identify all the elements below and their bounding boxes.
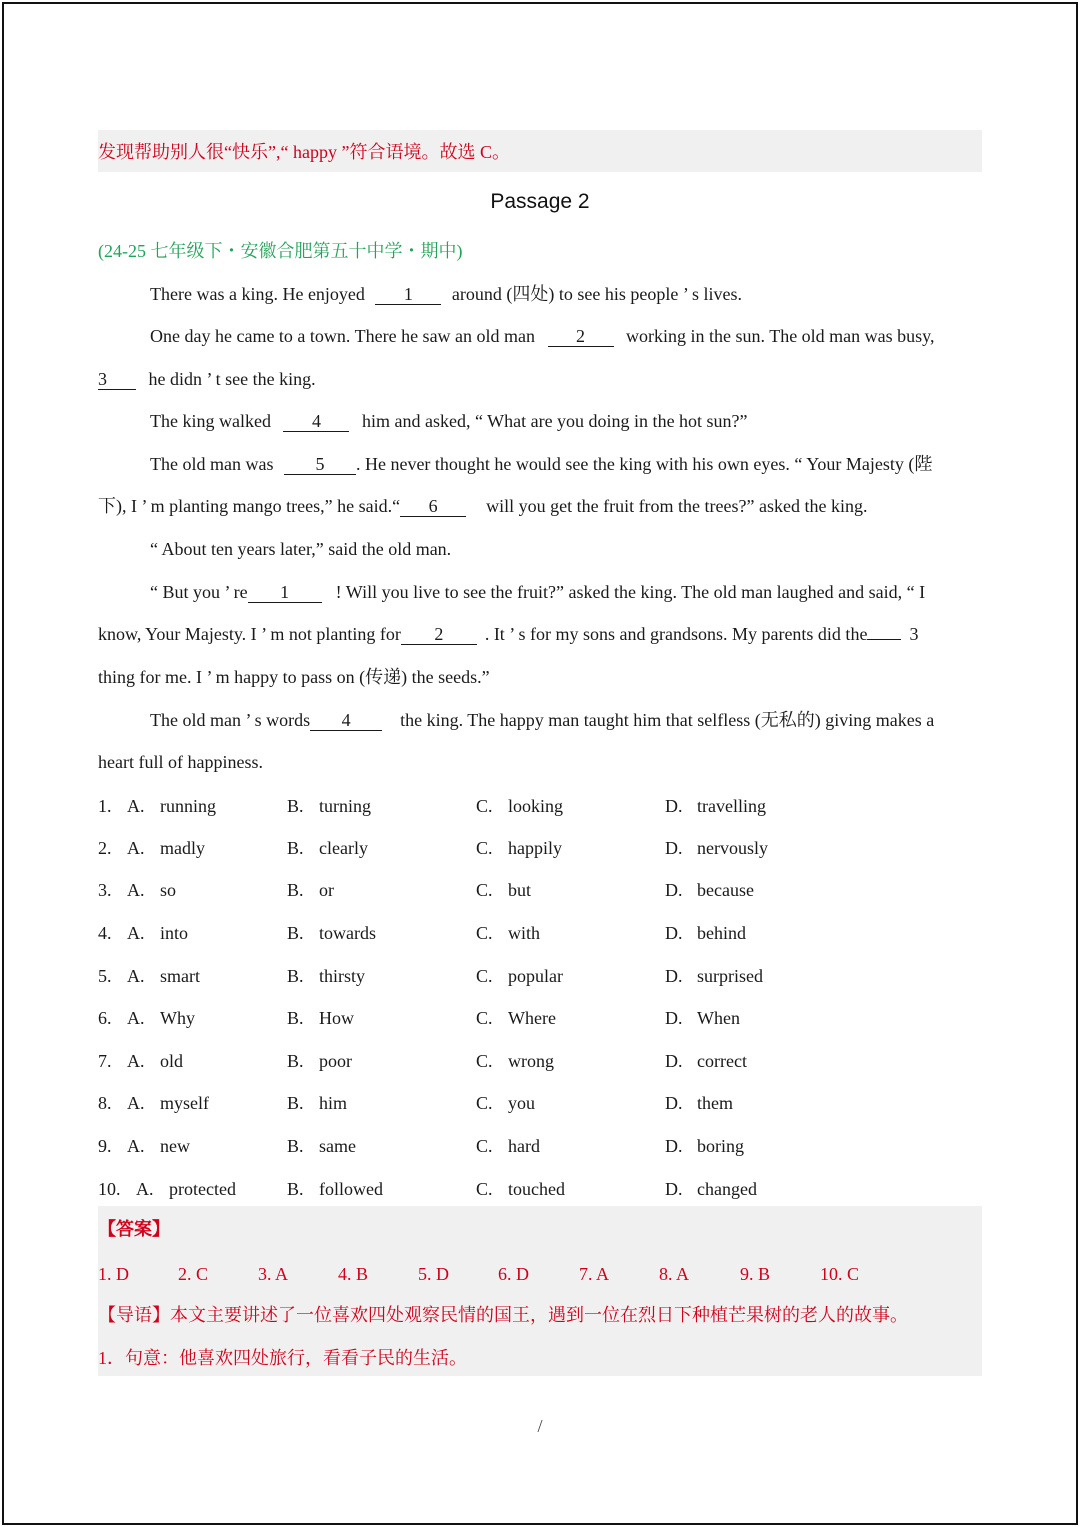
blank-4: 4 [283,411,349,432]
question-number: 10. [98,1179,121,1199]
passage-line-6: 下), I ’ m planting mango trees,” he said.“ 6 will you get the fruit from the trees?” asked the king. [98,496,868,516]
option-c-text: looking [508,796,564,816]
blank-9-line [867,639,901,640]
option-a-text: Why [160,1008,195,1028]
option-c-text: Where [508,1008,556,1028]
blank-7: 1 [248,582,322,603]
option-c-text: wrong [508,1051,554,1071]
blank-1: 1 [375,284,441,305]
option-d-letter: D. [665,923,683,943]
option-a-letter: A. [127,1093,145,1113]
option-c-letter: C. [476,1136,493,1156]
blank-8: 2 [401,624,477,645]
blank-6: 6 [400,496,466,517]
option-a-letter: A. [127,923,145,943]
option-d-text: them [697,1093,733,1113]
option-row [98,1048,998,1074]
option-a-letter: A. [127,1136,145,1156]
passage-line-5: The old man was 5 . He never thought he would see the king with his own eyes. “ Your Majesty (陛 [150,454,933,474]
option-row [98,1133,998,1159]
option-a-letter: A. [136,1179,154,1199]
option-c-letter: C. [476,880,493,900]
blank-2: 2 [548,326,614,347]
source-label: (24-25 七年级下・安徽合肥第五十中学・期中) [98,241,463,261]
blank-5: 5 [284,454,356,475]
option-c-letter: C. [476,1179,493,1199]
question-number: 8. [98,1093,112,1113]
option-b-text: followed [319,1179,383,1199]
option-b-text: towards [319,923,376,943]
option-c-letter: C. [476,923,493,943]
option-c-letter: C. [476,1093,493,1113]
option-d-letter: D. [665,966,683,986]
answer-item: 1. D [98,1264,129,1284]
option-b-letter: B. [287,1179,304,1199]
option-a-text: into [160,923,189,943]
question-number: 3. [98,880,112,900]
option-a-letter: A. [127,1051,145,1071]
option-b-text: How [319,1008,354,1028]
option-d-text: travelling [697,796,766,816]
passage-line-8: “ But you ’ re 1 ! Will you live to see the fruit?” asked the king. The old man laughed and said, “ I [150,582,926,602]
option-c-letter: C. [476,838,493,858]
option-a-letter: A. [127,796,145,816]
option-b-letter: B. [287,1136,304,1156]
option-d-text: surprised [697,966,763,986]
option-b-text: poor [319,1051,352,1071]
option-d-letter: D. [665,1179,683,1199]
blank-3: 3 [98,369,136,390]
option-a-text: so [160,880,177,900]
option-a-text: madly [160,838,205,858]
page-number: / [537,1416,543,1436]
option-row [98,835,998,861]
answer-item: 4. B [338,1264,369,1284]
option-b-text: him [319,1093,348,1113]
question-number: 6. [98,1008,112,1028]
option-c-text: you [508,1093,535,1113]
option-row [98,1005,998,1031]
answer-item: 6. D [498,1264,529,1284]
blank-9: 3 [909,624,919,644]
passage-line-11: The old man ’ s words 4 the king. The happy man taught him that selfless (无私的) giving makes a [150,710,935,730]
option-row [98,877,998,903]
passage-line-1: There was a king. He enjoyed 1 around (四处) to see his people ’ s lives. [150,284,743,304]
question-number: 1. [98,796,112,816]
option-d-letter: D. [665,1093,683,1113]
answer-label: 【答案】 [98,1219,170,1239]
passage-line-7: “ About ten years later,” said the old man. [150,539,452,559]
option-a-text: new [160,1136,190,1156]
answer-item: 10. C [820,1264,860,1284]
option-a-letter: A. [127,1008,145,1028]
passage-line-2: One day he came to a town. There he saw an old man 2 working in the sun. The old man was busy, [150,326,935,346]
option-d-letter: D. [665,796,683,816]
option-b-letter: B. [287,838,304,858]
option-row [98,793,998,819]
answer-item: 7. A [579,1264,610,1284]
option-row [98,1090,998,1116]
blank-10: 4 [310,710,382,731]
explanation-1: 1．句意：他喜欢四处旅行，看看子民的生活。 [98,1348,467,1368]
passage-line-4: The king walked 4 him and asked, “ What are you doing in the hot sun?” [150,411,748,431]
option-a-text: old [160,1051,184,1071]
option-c-text: with [508,923,541,943]
option-c-letter: C. [476,966,493,986]
option-a-text: smart [160,966,200,986]
option-b-letter: B. [287,923,304,943]
option-a-letter: A. [127,966,145,986]
option-b-text: or [319,880,334,900]
option-row [98,1176,998,1202]
option-b-letter: B. [287,966,304,986]
question-number: 4. [98,923,112,943]
passage-line-12: heart full of happiness. [98,752,263,772]
passage-line-3: 3 he didn ’ t see the king. [98,369,316,389]
option-c-letter: C. [476,796,493,816]
option-d-text: because [697,880,754,900]
option-d-text: behind [697,923,746,943]
option-a-text: running [160,796,216,816]
option-d-letter: D. [665,838,683,858]
passage-line-10: thing for me. I ’ m happy to pass on (传递) the seeds.” [98,667,490,687]
option-c-letter: C. [476,1051,493,1071]
option-a-text: myself [160,1093,209,1113]
option-d-text: When [697,1008,740,1028]
option-a-letter: A. [127,838,145,858]
question-number: 9. [98,1136,112,1156]
option-b-text: thirsty [319,966,366,986]
option-d-text: correct [697,1051,747,1071]
option-c-text: happily [508,838,562,858]
option-d-letter: D. [665,1136,683,1156]
question-number: 5. [98,966,112,986]
option-c-text: but [508,880,532,900]
option-b-text: clearly [319,838,368,858]
option-b-letter: B. [287,880,304,900]
passage-line-9: know, Your Majesty. I ’ m not planting for 2 . It ’ s for my sons and grandsons. My parents did the 3 [98,624,919,644]
option-b-text: same [319,1136,356,1156]
option-d-letter: D. [665,1051,683,1071]
answer-item: 8. A [659,1264,690,1284]
answer-item: 2. C [178,1264,209,1284]
option-c-letter: C. [476,1008,493,1028]
answer-item: 5. D [418,1264,449,1284]
option-c-text: popular [508,966,563,986]
answer-item: 3. A [258,1264,289,1284]
option-d-letter: D. [665,880,683,900]
option-a-text: protected [169,1179,236,1199]
option-d-text: boring [697,1136,744,1156]
option-b-letter: B. [287,1093,304,1113]
option-b-text: turning [319,796,371,816]
option-row [98,963,998,989]
option-b-letter: B. [287,796,304,816]
option-d-text: nervously [697,838,768,858]
answer-item: 9. B [740,1264,771,1284]
intro-text: 【导语】本文主要讲述了一位喜欢四处观察民情的国王，遇到一位在烈日下种植芒果树的老人的故事。 [98,1305,908,1325]
option-a-letter: A. [127,880,145,900]
option-c-text: hard [508,1136,540,1156]
question-number: 2. [98,838,112,858]
option-b-letter: B. [287,1051,304,1071]
option-d-text: changed [697,1179,757,1199]
option-d-letter: D. [665,1008,683,1028]
passage-title: Passage 2 [490,190,590,213]
option-row [98,920,998,946]
option-b-letter: B. [287,1008,304,1028]
question-number: 7. [98,1051,112,1071]
top-note: 发现帮助别人很“快乐”,“ happy ”符合语境。故选 C。 [98,142,510,162]
option-c-text: touched [508,1179,565,1199]
